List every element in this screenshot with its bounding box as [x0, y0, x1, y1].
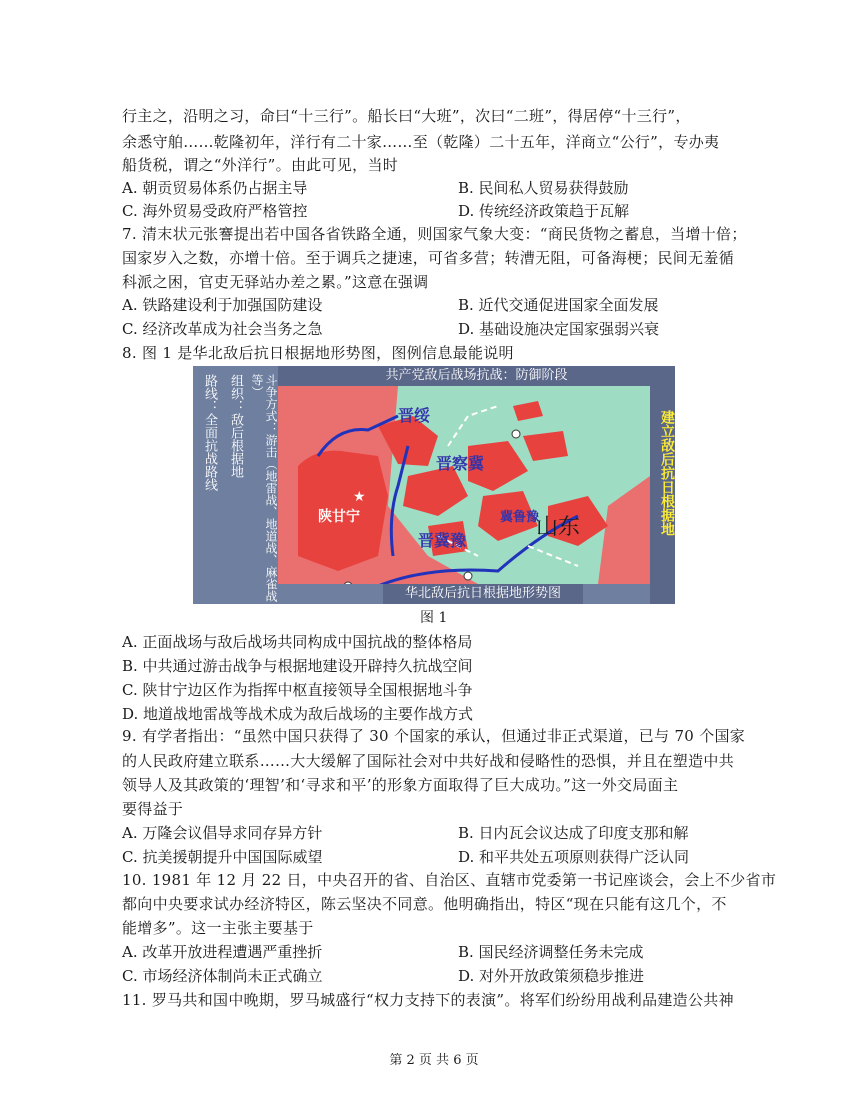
q9-stem-line-2: 的人民政府建立联系……大大缓解了国际社会对中共好战和侵略性的恐惧，并且在塑造中共: [122, 752, 735, 770]
q6-option-d: D. 传统经济政策趋于瓦解: [458, 202, 630, 220]
q6-option-b: B. 民间私人贸易获得鼓励: [458, 179, 629, 197]
q8-stem: 8. 图 1 是华北敌后抗日根据地形势图，图例信息最能说明: [122, 344, 514, 362]
q8-option-d: D. 地道战地雷战等战术成为敌后战场的主要作战方式: [122, 705, 474, 723]
label-shandong: 山东: [536, 515, 581, 540]
q7-option-c: C. 经济改革成为社会当务之急: [122, 320, 323, 338]
figure-caption: 图 1: [420, 610, 448, 626]
q7-option-b: B. 近代交通促进国家全面发展: [458, 296, 659, 314]
figure-bottom-title: 华北敌后抗日根据地形势图: [383, 584, 583, 604]
q9-stem-line-3: 领导人及其政策的‘理智’和‘寻求和平’的形象方面取得了巨大成功。”这一外交局面主: [122, 776, 679, 794]
q10-option-b: B. 国民经济调整任务未完成: [458, 943, 644, 961]
legend-organization-text: 组织：敌后根据地: [228, 374, 243, 478]
label-jiluyu: 冀鲁豫: [500, 510, 540, 525]
q9-option-a: A. 万隆会议倡导求同存异方针: [122, 824, 323, 842]
q10-stem-line-3: 能增多”。这一主张主要基于: [122, 919, 314, 937]
legend-organization: [219, 366, 243, 604]
q8-option-b: B. 中共通过游击战争与根据地建设开辟持久抗战空间: [122, 657, 473, 675]
legend-struggle-text: 斗争方式：游击（地雷战、地道战、麻雀战等）: [250, 374, 278, 602]
q9-stem-line-4: 要得益于: [122, 800, 184, 818]
page-footer: 第 2 页 共 6 页: [389, 1053, 479, 1068]
map-svg: [278, 386, 650, 584]
q7-option-d: D. 基础设施决定国家强弱兴衰: [458, 320, 660, 338]
q6-option-c: C. 海外贸易受政府严格管控: [122, 202, 308, 220]
q11-stem-line-1: 11. 罗马共和国中晚期，罗马城盛行“权力支持下的表演”。将军们纷纷用战利品建造公共神: [122, 991, 734, 1009]
q10-option-c: C. 市场经济体制尚未正式确立: [122, 967, 323, 985]
figure-right-bar: 建立敌后抗日根据地: [650, 386, 675, 604]
label-shaanganning: 陕甘宁: [318, 509, 360, 525]
legend-route: [193, 366, 217, 604]
q9-option-d: D. 和平共处五项原则获得广泛认同: [458, 848, 690, 866]
city-dot-3: [344, 582, 352, 584]
figure-1-map: [193, 366, 675, 604]
q9-option-b: B. 日内瓦会议达成了印度支那和解: [458, 824, 689, 842]
label-jinjiyu: 晋冀豫: [418, 531, 467, 550]
legend-struggle: [245, 366, 278, 604]
q6-stem-line-3: 船货税，谓之“外洋行”。由此可见，当时: [122, 156, 399, 174]
q10-stem-line-2: 都向中央要求试办经济特区，陈云坚决不同意。他明确指出，特区“现在只能有这几个，不: [122, 895, 727, 913]
city-dot-2: [464, 572, 472, 580]
label-jinsui: 晋绥: [398, 406, 431, 425]
q6-stem-line-1: 行主之，沿明之习，命曰“十三行”。船长曰“大班”，次曰“二班”，得居停“十三行”，: [122, 107, 691, 125]
legend-route-text: 路线：全面抗战路线: [202, 374, 217, 491]
city-dot-1: [512, 430, 520, 438]
q8-option-a: A. 正面战场与敌后战场共同构成中国抗战的整体格局: [122, 633, 473, 651]
figure-top-title: 共产党敌后战场抗战：防御阶段: [278, 366, 675, 386]
q7-stem-line-1: 7. 清末状元张謇提出若中国各省铁路全通，则国家气象大变：“商民货物之蓄息，当增十倍；: [122, 225, 747, 243]
q10-stem-line-1: 10. 1981 年 12 月 22 日，中央召开的省、自治区、直辖市党委第一书记座谈会，会上不少省市: [122, 871, 777, 889]
q10-option-d: D. 对外开放政策须稳步推进: [458, 967, 645, 985]
q6-stem-line-2: 余悉守舶……乾隆初年，洋行有二十家……至（乾隆）二十五年，洋商立“公行”，专办夷: [122, 133, 720, 151]
star-icon: ★: [353, 489, 366, 505]
q10-option-a: A. 改革开放进程遭遇严重挫折: [122, 943, 323, 961]
q6-option-a: A. 朝贡贸易体系仍占据主导: [122, 179, 308, 197]
label-jinchaji: 晋察冀: [436, 454, 485, 473]
q9-option-c: C. 抗美援朝提升中国国际威望: [122, 848, 323, 866]
map-area: [278, 386, 650, 584]
q7-option-a: A. 铁路建设利于加强国防建设: [122, 296, 323, 314]
q8-option-c: C. 陕甘宁边区作为指挥中枢直接领导全国根据地斗争: [122, 681, 473, 699]
q7-stem-line-2: 国家岁入之数，亦增十倍。至于调兵之捷速，可省多营；转漕无阻，可备海梗；民间无羞循: [122, 249, 735, 267]
q7-stem-line-3: 科派之困，官吏无驿站办差之累。”这意在强调: [122, 273, 429, 291]
q9-stem-line-1: 9. 有学者指出：“虽然中国只获得了 30 个国家的承认，但通过非正式渠道，已与 70 个国家: [122, 727, 746, 745]
